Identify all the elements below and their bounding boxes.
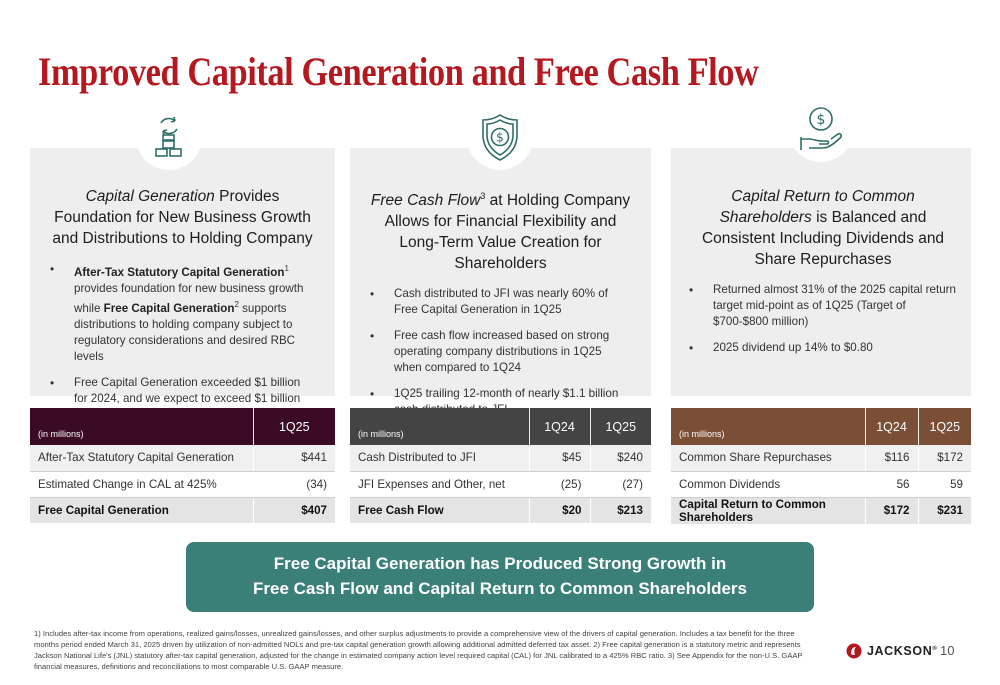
table-row bbox=[30, 445, 335, 471]
cell-value: $20 bbox=[529, 497, 590, 523]
column-header: 1Q25 bbox=[590, 408, 651, 445]
row-label: Common Dividends bbox=[671, 471, 865, 497]
table-total-row bbox=[350, 497, 651, 523]
panel-heading: Free Cash Flow$^3$ at Holding Company Allows for Financial Flexibility and Long-Term Value Creation for Shareholders bbox=[370, 191, 631, 273]
bullet-item: • Free Capital Generation exceeded $1 billion for 2024, and we expect to exceed $1 billion for 2025 under normal market conditions bbox=[50, 375, 315, 423]
table-free-cash-flow bbox=[350, 408, 651, 523]
column-header: 1Q25 bbox=[253, 408, 335, 445]
svg-text:$: $ bbox=[496, 130, 504, 145]
cell-value: 59 bbox=[918, 471, 971, 497]
panel-heading: Capital Return to Common Shareholders is Balanced and Consistent Including Dividends and Share Repurchases bbox=[701, 188, 945, 268]
bullet-item: • After-Tax Statutory Capital Generation$^1$ provides foundation for new business growth while Free Capital Generation$^2$ supports distributions to holding company subject to regulatory considerations and desired RBC levels bbox=[50, 261, 315, 365]
row-label: Free Capital Generation bbox=[30, 497, 253, 523]
icon-badge-return bbox=[788, 96, 854, 162]
row-label: Estimated Change in CAL at 425% bbox=[30, 471, 253, 497]
bullet-item: • 1Q25 trailing 12-month of nearly $1.1 billion cash distributed to JFI bbox=[370, 386, 631, 418]
table-row bbox=[671, 445, 971, 471]
footnote: 1) Includes after-tax income from operations, realized gains/losses, unrealized gains/losses, and other surplus adjustments to provide a comprehensive view of the drivers of capital generation. Includes a tax benefit for the three months period ended March 31, 2025 driven by utilization of non-admitted NOLs and pre-tax capital generation growth allowing additional admitted deferred tax asset. 2) Free capital generation is a statutory metric and represents Jackson National Life's (JNL) statutory after-tax capital generation, adjusted for the change in estimated company action level required capital (CAL) for JNL calibrated to a 425% RBC ratio. 3) See Appendix for the non-U.S. GAAP financial measures, definitions and reconciliations to most comparable U.S. GAAP measure. bbox=[34, 629, 803, 671]
cell-value: (34) bbox=[253, 471, 335, 497]
page-number: 10 bbox=[940, 643, 955, 658]
cell-value: $407 bbox=[253, 497, 335, 523]
icon-badge-capital bbox=[136, 104, 202, 170]
cell-value: $240 bbox=[590, 445, 651, 471]
shield-dollar-icon bbox=[472, 109, 528, 165]
table-total-row bbox=[671, 497, 971, 524]
bullet-item: • Cash distributed to JFI was nearly 60% of Free Capital Generation in 1Q25 bbox=[370, 286, 631, 318]
bullet-item: • Free cash flow increased based on strong operating company distributions in 1Q25 when compared to 1Q24 bbox=[370, 328, 631, 376]
cell-value: (27) bbox=[590, 471, 651, 497]
page-title: Improved Capital Generation and Free Cash Flow bbox=[38, 49, 759, 94]
bullet-item: • 2025 dividend up 14% to $0.80 bbox=[689, 340, 957, 356]
table-row bbox=[350, 445, 651, 471]
jackson-logo bbox=[846, 643, 937, 659]
panel-heading: Capital Generation Provides Foundation for New Business Growth and Distributions to Holding Company bbox=[52, 188, 313, 247]
svg-text:$: $ bbox=[816, 112, 826, 128]
row-label: Cash Distributed to JFI bbox=[350, 445, 529, 471]
cell-value: (25) bbox=[529, 471, 590, 497]
row-label: After-Tax Statutory Capital Generation bbox=[30, 445, 253, 471]
table-row bbox=[350, 471, 651, 497]
column-header: 1Q25 bbox=[918, 408, 971, 445]
logo-text: JACKSON® bbox=[867, 644, 938, 658]
banner-line: Free Cash Flow and Capital Return to Common Shareholders bbox=[252, 579, 747, 598]
table-unit-label: (in millions) bbox=[679, 428, 725, 439]
row-label: Common Share Repurchases bbox=[671, 445, 865, 471]
jackson-logo-icon bbox=[846, 643, 862, 659]
table-capital-return bbox=[671, 408, 971, 524]
table-row bbox=[671, 471, 971, 497]
row-label: JFI Expenses and Other, net bbox=[350, 471, 529, 497]
panel-free-cash-flow bbox=[350, 148, 651, 417]
panel-capital-return bbox=[671, 148, 971, 396]
cell-value: $213 bbox=[590, 497, 651, 523]
row-label: Free Cash Flow bbox=[350, 497, 529, 523]
gold-bars-cycle-icon bbox=[141, 109, 197, 165]
panel-capital-generation bbox=[30, 148, 335, 421]
cell-value: $45 bbox=[529, 445, 590, 471]
banner-line: Free Capital Generation has Produced Strong Growth in bbox=[273, 554, 727, 573]
bullet-item: • Returned almost 31% of the 2025 capital return target mid-point as of 1Q25 (Target of $700-$800 million) bbox=[689, 282, 957, 330]
icon-badge-cashflow bbox=[467, 104, 533, 170]
table-total-row bbox=[30, 497, 335, 523]
column-header: 1Q24 bbox=[529, 408, 590, 445]
cell-value: $172 bbox=[865, 497, 918, 524]
summary-banner bbox=[186, 542, 814, 612]
row-label: Capital Return to Common Shareholders bbox=[671, 497, 865, 524]
cell-value: $231 bbox=[918, 497, 971, 524]
cell-value: $441 bbox=[253, 445, 335, 471]
cell-value: $172 bbox=[918, 445, 971, 471]
table-capital-generation bbox=[30, 408, 335, 523]
cell-value: 56 bbox=[865, 471, 918, 497]
table-row bbox=[30, 471, 335, 497]
column-header: 1Q24 bbox=[865, 408, 918, 445]
hand-dollar-icon bbox=[793, 101, 849, 157]
cell-value: $116 bbox=[865, 445, 918, 471]
table-unit-label: (in millions) bbox=[38, 428, 84, 439]
table-unit-label: (in millions) bbox=[358, 428, 404, 439]
